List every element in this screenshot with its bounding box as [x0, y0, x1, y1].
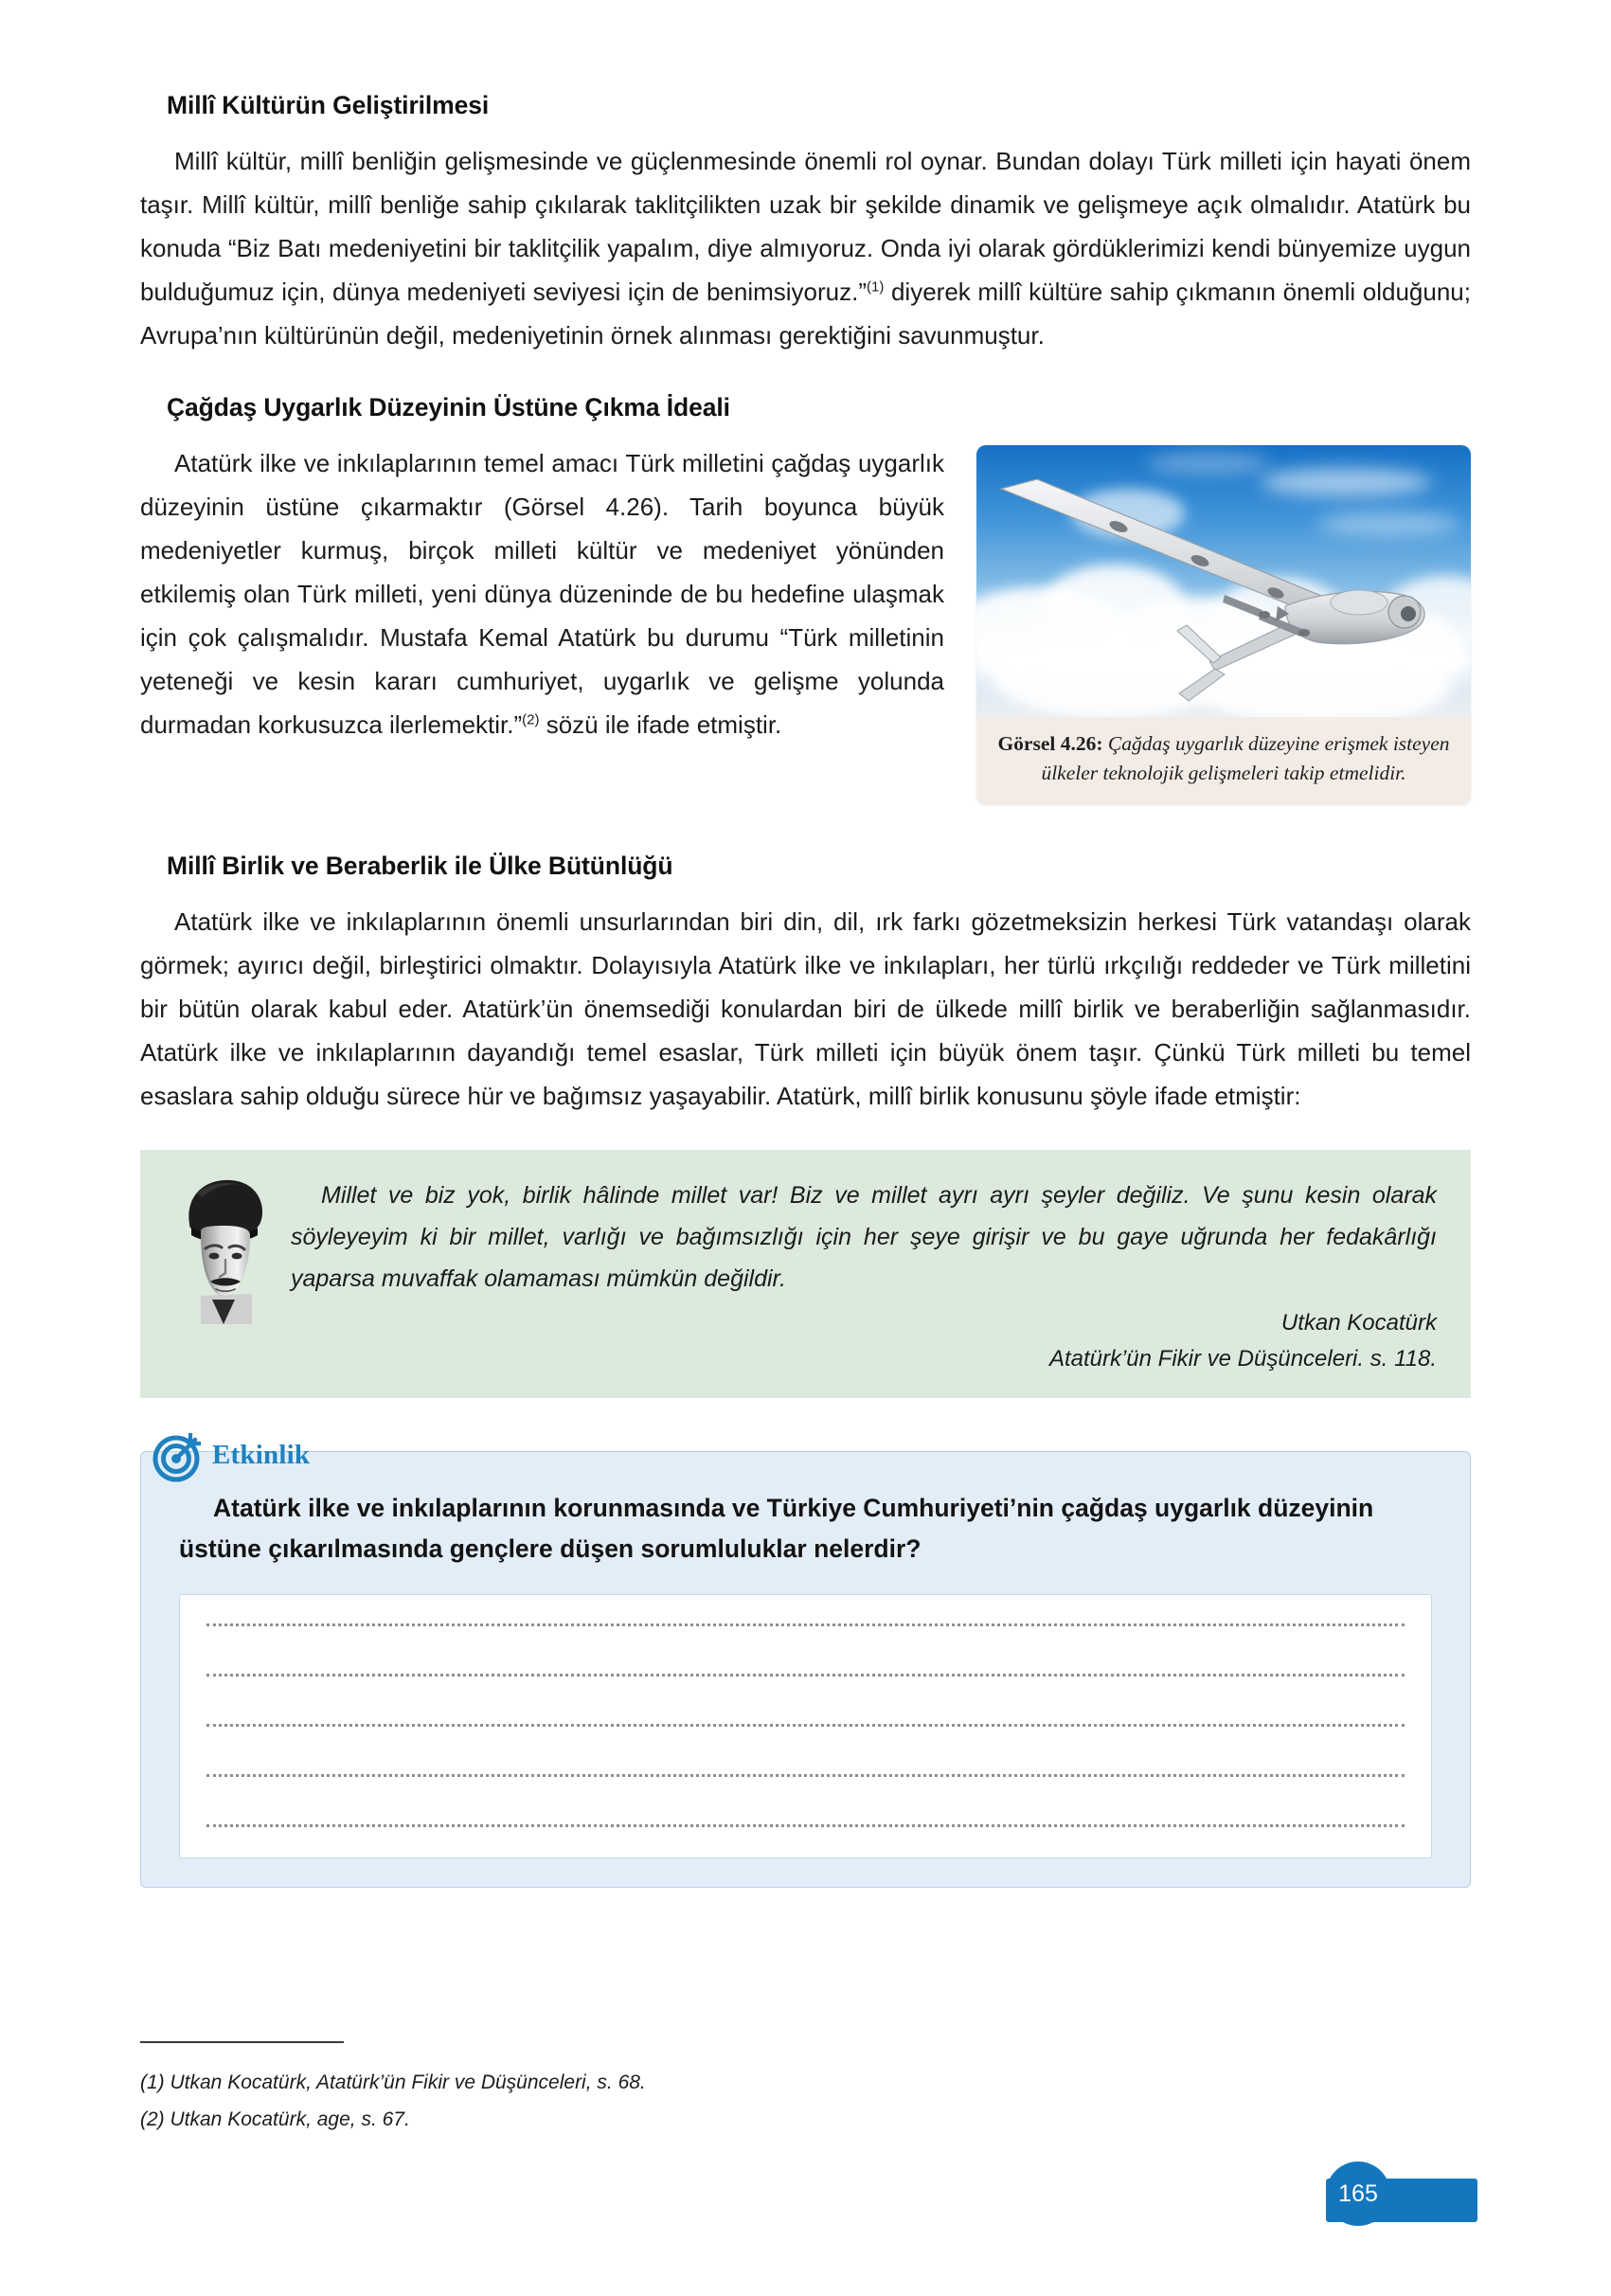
paragraph-milli-kultur [140, 139, 1471, 357]
answer-line[interactable] [206, 1623, 1405, 1626]
answer-line[interactable] [206, 1724, 1405, 1727]
drone-illustration [976, 445, 1471, 717]
footnote-1: (1) Utkan Kocatürk, Atatürk’ün Fikir ve Düşünceleri, s. 68. [140, 2072, 646, 2093]
paragraph-text-part-b: diyerek millî kültüre sahip çıkmanın önemli olduğunu; Avrupa’nın kültürünün değil, medeniyetinin örnek alınması gerektiğini savunmuştur. [140, 278, 1471, 350]
answer-line[interactable] [206, 1824, 1405, 1827]
section-heading-milli-kultur: Millî Kültürün Geliştirilmesi [167, 91, 490, 119]
figure-caption-text: Çağdaş uygarlık düzeyine erişmek isteyen ülkeler teknolojik gelişmeleri takip etmelidir. [1041, 732, 1450, 784]
footnote-ref-1: (1) [867, 278, 885, 296]
quote-source: Atatürk’ün Fikir ve Düşünceleri. s. 118. [1048, 1346, 1437, 1372]
page-number: 165 [1326, 2161, 1390, 2226]
activity-box [140, 1451, 1471, 1888]
paragraph-milli-birlik: Atatürk ilke ve inkılaplarının önemli unsurlarından biri din, dil, ırk farkı gözetmeksizin herkesi Türk vatandaşı olarak görmek; ayırıcı değil, birleştirici olmaktır. Dolayısıyla Atatürk ilke ve inkılapları, her türlü ırkçılığı reddeder ve Türk milletini bir bütün olarak kabul eder. Atatürk’ün önemsediği konulardan biri de ülkede millî birlik ve beraberliğin sağlanmasıdır. Atatürk ilke ve inkılaplarının dayandığı temel esaslar, Türk milleti için büyük önem taşır. Çünkü Türk milleti bu temel esaslara sahip olduğu sürece hür ve bağımsız yaşayabilir. Atatürk, millî birlik konusunu şöyle ifade etmiştir: [140, 907, 1471, 1110]
section-heading-cagdas-uygarlik: Çağdaş Uygarlık Düzeyinin Üstüne Çıkma İdeali [167, 393, 730, 422]
answer-line[interactable] [206, 1674, 1405, 1677]
target-icon [152, 1428, 206, 1483]
paragraph-text-part-a: Millî kültür, millî benliğin gelişmesinde ve güçlenmesinde önemli rol oynar. Bundan dolayı Türk milleti için hayati önem taşır. Millî kültür, millî benliğe sahip çıkılarak taklitçilikten uzak bir şekilde dinamik ve gelişmeye açık olmalıdır. Atatürk bu konuda “Biz Batı medeniyetini bir taklitçilik yapalım, diye almıyoruz. Onda iyi olarak gördüklerimizi kendi bünyemize uygun bulduğumuz için, dünya medeniyeti seviyesi için de benimsiyoruz.” [140, 147, 1471, 306]
quote-author: Utkan Kocatürk [1280, 1310, 1437, 1336]
footnotes [140, 2041, 1087, 2138]
page-content [140, 91, 1471, 1888]
quote-body [291, 1171, 1437, 1377]
activity-section [140, 1439, 1471, 1888]
footnote-2: (2) Utkan Kocatürk, age, s. 67. [140, 2108, 410, 2130]
ataturk-portrait [174, 1173, 274, 1324]
quote-box [140, 1150, 1471, 1398]
activity-label [152, 1428, 310, 1483]
drone-photo [976, 445, 1471, 717]
footnote-divider [140, 2041, 344, 2043]
answer-line[interactable] [206, 1774, 1405, 1777]
section-heading-milli-birlik: Millî Birlik ve Beraberlik ile Ülke Bütünlüğü [167, 852, 673, 880]
paragraph-text-part-b: sözü ile ifade etmiştir. [539, 710, 782, 739]
activity-answer-area[interactable] [179, 1594, 1432, 1858]
figure-gorsel-4-26 [976, 445, 1471, 804]
figure-caption [976, 717, 1471, 804]
paragraph-text-part-a: Atatürk ilke ve inkılaplarının temel amacı Türk milletini çağdaş uygarlık düzeyinin üstüne çıkarmaktır (Görsel 4.26). Tarih boyunca büyük medeniyetler kurmuş, birçok milleti kültür ve medeniyet yönünden etkilemiş olan Türk milleti, yeni dünya düzeninde de bu hedefine ulaşmak için çok çalışmalıdır. Mustafa Kemal Atatürk bu durumu “Türk milletinin yeteneği ve kesin kararı cumhuriyet, uygarlık ve gelişme yolunda durmadan korkusuzca ilerlemektir.” [140, 449, 944, 739]
quote-text: Millet ve biz yok, birlik hâlinde millet var! Biz ve millet ayrı ayrı şeyler değiliz. Ve şunu kesin olarak söyleyeyim ki bir millet, varlığı ve bağımsızlığı için her şeye girişir ve bu gaye uğrunda her fedakârlığı yaparsa muvaffak olamaması mümkün değildir. [291, 1182, 1437, 1292]
footnote-ref-2: (2) [522, 711, 540, 728]
activity-question: Atatürk ilke ve inkılaplarının korunmasında ve Türkiye Cumhuriyeti’nin çağdaş uygarlık düzeyinin üstüne çıkarılmasında gençlere düşen sorumluluklar nelerdir? [179, 1494, 1374, 1563]
figure-label: Görsel 4.26: [997, 732, 1103, 755]
activity-label-text: Etkinlik [212, 1439, 311, 1470]
